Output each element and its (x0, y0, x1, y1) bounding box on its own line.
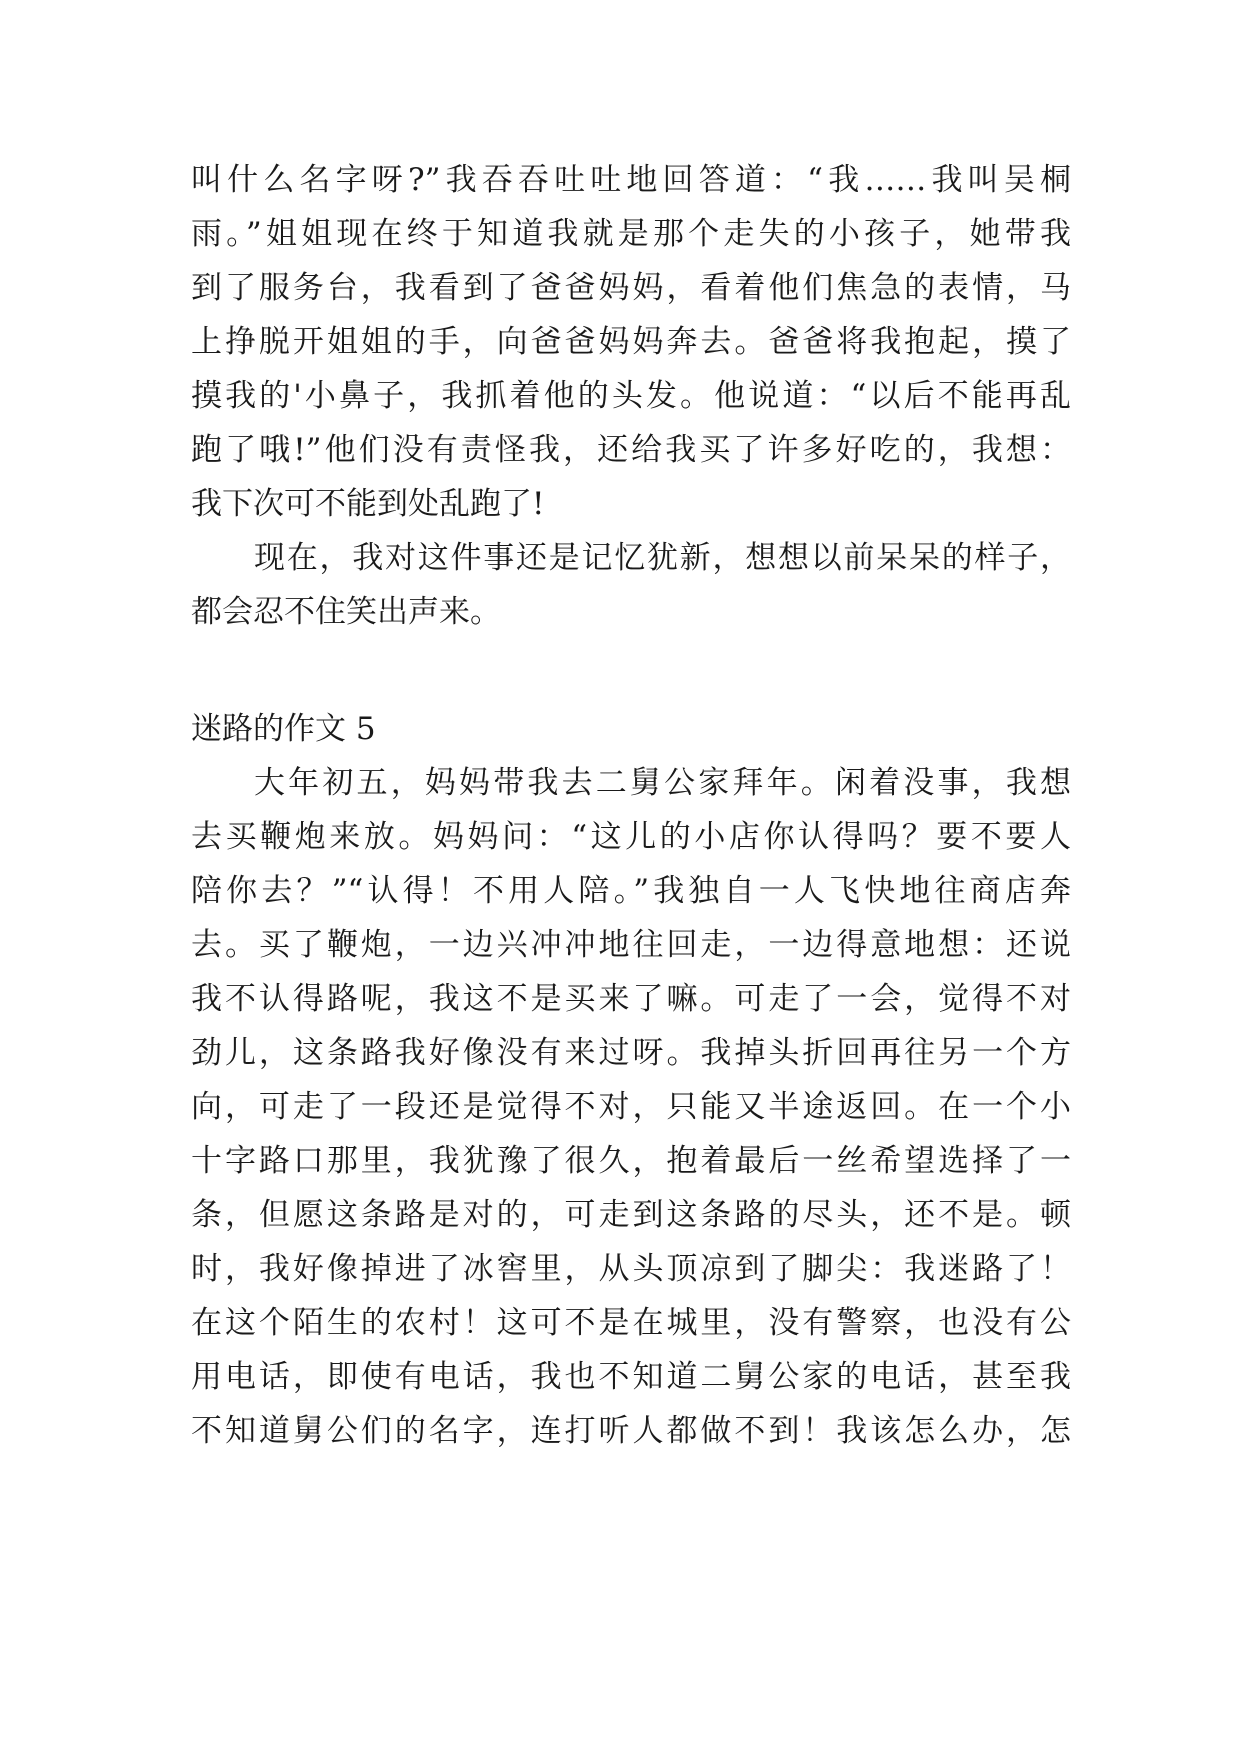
paragraph-line: 到了服务台，我看到了爸爸妈妈，看着他们焦急的表情，马 (191, 270, 1071, 306)
paragraph-line: 不知道舅公们的名字，连打听人都做不到！我该怎么办，怎 (191, 1413, 1071, 1449)
paragraph-line: 叫什么名字呀?”我吞吞吐吐地回答道：“我……我叫吴桐 (191, 162, 1071, 198)
paragraph-line: 现在，我对这件事还是记忆犹新，想想以前呆呆的样子， (254, 540, 1071, 576)
essay-title: 迷路的作文 5 (191, 711, 376, 747)
paragraph-line: 陪你去？”“认得！不用人陪。”我独自一人飞快地往商店奔 (191, 873, 1071, 909)
paragraph-line: 去买鞭炮来放。妈妈问：“这儿的小店你认得吗？要不要人 (191, 819, 1071, 855)
paragraph-line: 用电话，即使有电话，我也不知道二舅公家的电话，甚至我 (191, 1359, 1071, 1395)
paragraph-line: 在这个陌生的农村！这可不是在城里，没有警察，也没有公 (191, 1305, 1071, 1341)
paragraph-line: 条，但愿这条路是对的，可走到这条路的尽头，还不是。顿 (191, 1197, 1071, 1233)
paragraph-line: 我不认得路呢，我这不是买来了嘛。可走了一会，觉得不对 (191, 981, 1071, 1017)
paragraph-line: 我下次可不能到处乱跑了! (191, 486, 545, 522)
paragraph-line: 大年初五，妈妈带我去二舅公家拜年。闲着没事，我想 (254, 765, 1071, 801)
paragraph-line: 十字路口那里，我犹豫了很久，抱着最后一丝希望选择了一 (191, 1143, 1071, 1179)
paragraph-line: 劲儿，这条路我好像没有来过呀。我掉头折回再往另一个方 (191, 1035, 1071, 1071)
paragraph-line: 向，可走了一段还是觉得不对，只能又半途返回。在一个小 (191, 1089, 1071, 1125)
paragraph-line: 时，我好像掉进了冰窖里，从头顶凉到了脚尖：我迷路了！ (191, 1251, 1071, 1287)
paragraph-line: 都会忍不住笑出声来。 (191, 594, 501, 630)
paragraph-line: 雨。”姐姐现在终于知道我就是那个走失的小孩子，她带我 (191, 216, 1071, 252)
paragraph-line: 摸我的'小鼻子，我抓着他的头发。他说道：“以后不能再乱 (191, 378, 1071, 414)
paragraph-line: 上挣脱开姐姐的手，向爸爸妈妈奔去。爸爸将我抱起，摸了 (191, 324, 1071, 360)
paragraph-line: 跑了哦!”他们没有责怪我，还给我买了许多好吃的，我想： (191, 432, 1071, 468)
paragraph-line: 去。买了鞭炮，一边兴冲冲地往回走，一边得意地想：还说 (191, 927, 1071, 963)
